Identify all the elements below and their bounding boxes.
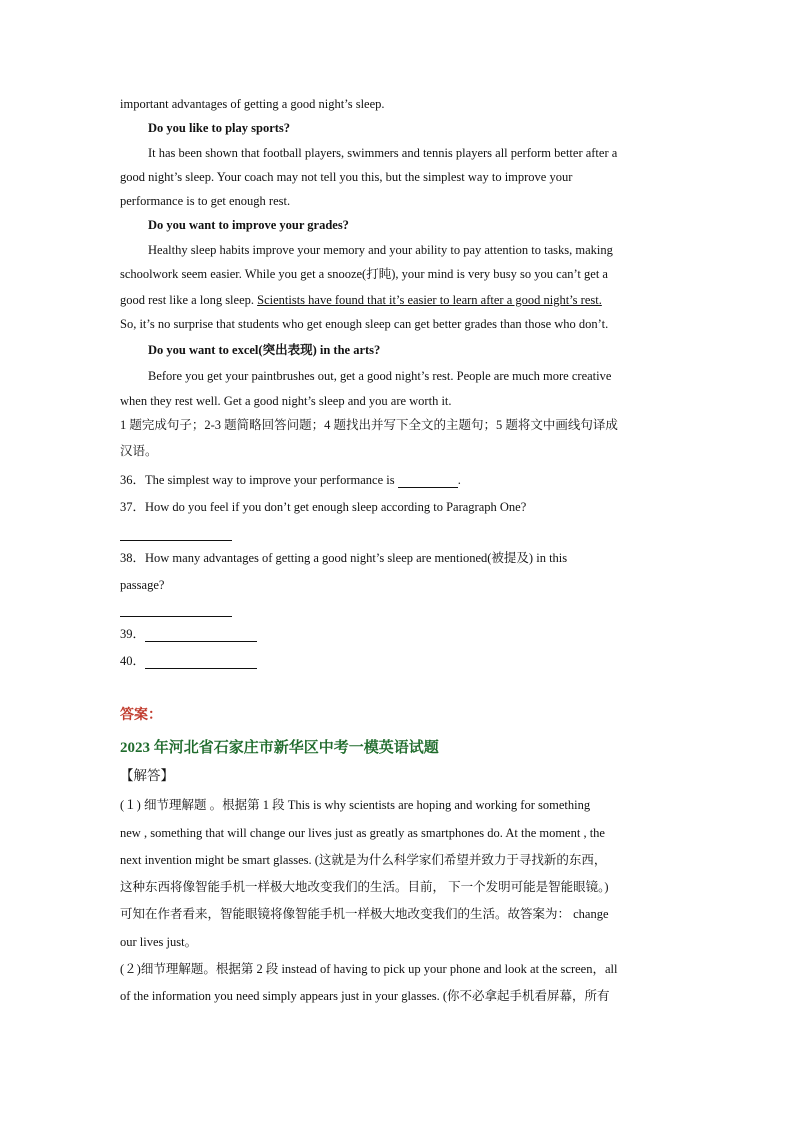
answer-line[interactable] (120, 540, 232, 541)
question-36 (120, 472, 461, 488)
answer-line: (１) 细节理解题 。根据第 1 段 This is why scientists are hoping and working for something (120, 798, 591, 812)
question-text-end: . (457, 473, 461, 487)
subheading-grades: Do you want to improve your grades? (148, 218, 349, 232)
answer-line: 可知在作者看来，智能眼镜将像智能手机一样极大地改变我们的生活。故答案为： change (120, 907, 609, 921)
passage-line: Healthy sleep habits improve your memory and your ability to pay attention to tasks, making (148, 243, 613, 257)
passage-line: Before you get your paintbrushes out, get a good night’s rest. People are much more creative (148, 369, 612, 383)
subheading-arts: Do you want to excel(突出表现) in the arts? (148, 343, 381, 357)
passage-line: good night’s sleep. Your coach may not tell you this, but the simplest way to improve your (120, 170, 573, 184)
passage-line: So, it’s no surprise that students who get enough sleep can get better grades than those who don’t. (120, 317, 609, 331)
answer-label: 答案： (120, 708, 162, 723)
passage-line: when they rest well. Get a good night’s sleep and you are worth it. (120, 394, 452, 408)
answer-section-heading: 【解答】 (120, 768, 174, 783)
question-37: 37．How do you feel if you don’t get enough sleep according to Paragraph One? (120, 500, 527, 514)
passage-line: schoolwork seem easier. While you get a snooze(打盹), your mind is very busy so you can’t get a (120, 267, 608, 281)
answer-line[interactable] (120, 616, 232, 617)
answer-blank[interactable] (145, 656, 257, 669)
answer-exam-title: 2023 年河北省石家庄市新华区中考一模英语试题 (120, 740, 439, 756)
passage-text: good rest like a long sleep. (120, 293, 258, 307)
question-38-cont: passage? (120, 578, 165, 592)
answer-line: new , something that will change our lives just as greatly as smartphones do. At the moment , the (120, 826, 605, 840)
underlined-sentence: Scientists have found that it’s easier to learn after a good night’s rest. (257, 293, 602, 307)
question-40 (120, 653, 257, 669)
question-number: 39． (120, 627, 146, 641)
question-text: 36．The simplest way to improve your performance is (120, 473, 395, 487)
answer-line: 这种东西将像智能手机一样极大地改变我们的生活。目前， 下一个发明可能是智能眼镜。) (120, 880, 609, 894)
passage-line: It has been shown that football players, swimmers and tennis players all perform better after a (148, 146, 618, 160)
question-number: 40． (120, 654, 146, 668)
answer-blank[interactable] (145, 629, 257, 642)
answer-line: (２)细节理解题。根据第 2 段 instead of having to pick up your phone and look at the screen，all (120, 962, 618, 976)
question-38: 38．How many advantages of getting a good night’s sleep are mentioned(被提及) in this (120, 551, 568, 565)
answer-line: next invention might be smart glasses. (这就是为什么科学家们希望并致力于寻找新的东西， (120, 853, 607, 867)
answer-line: our lives just。 (120, 935, 198, 949)
answer-blank[interactable] (398, 475, 458, 488)
passage-line: important advantages of getting a good night’s sleep. (120, 97, 385, 111)
passage-line (120, 292, 602, 308)
answer-line: of the information you need simply appears just in your glasses. (你不必拿起手机看屏幕，所有 (120, 989, 610, 1003)
subheading-sports: Do you like to play sports? (148, 121, 291, 135)
passage-line: performance is to get enough rest. (120, 194, 291, 208)
question-39 (120, 626, 257, 642)
instructions-line: 汉语。 (120, 444, 158, 458)
instructions-line: 1 题完成句子；2-3 题简略回答问题；4 题找出并写下全文的主题句；5 题将文中画线句译成 (120, 418, 618, 432)
